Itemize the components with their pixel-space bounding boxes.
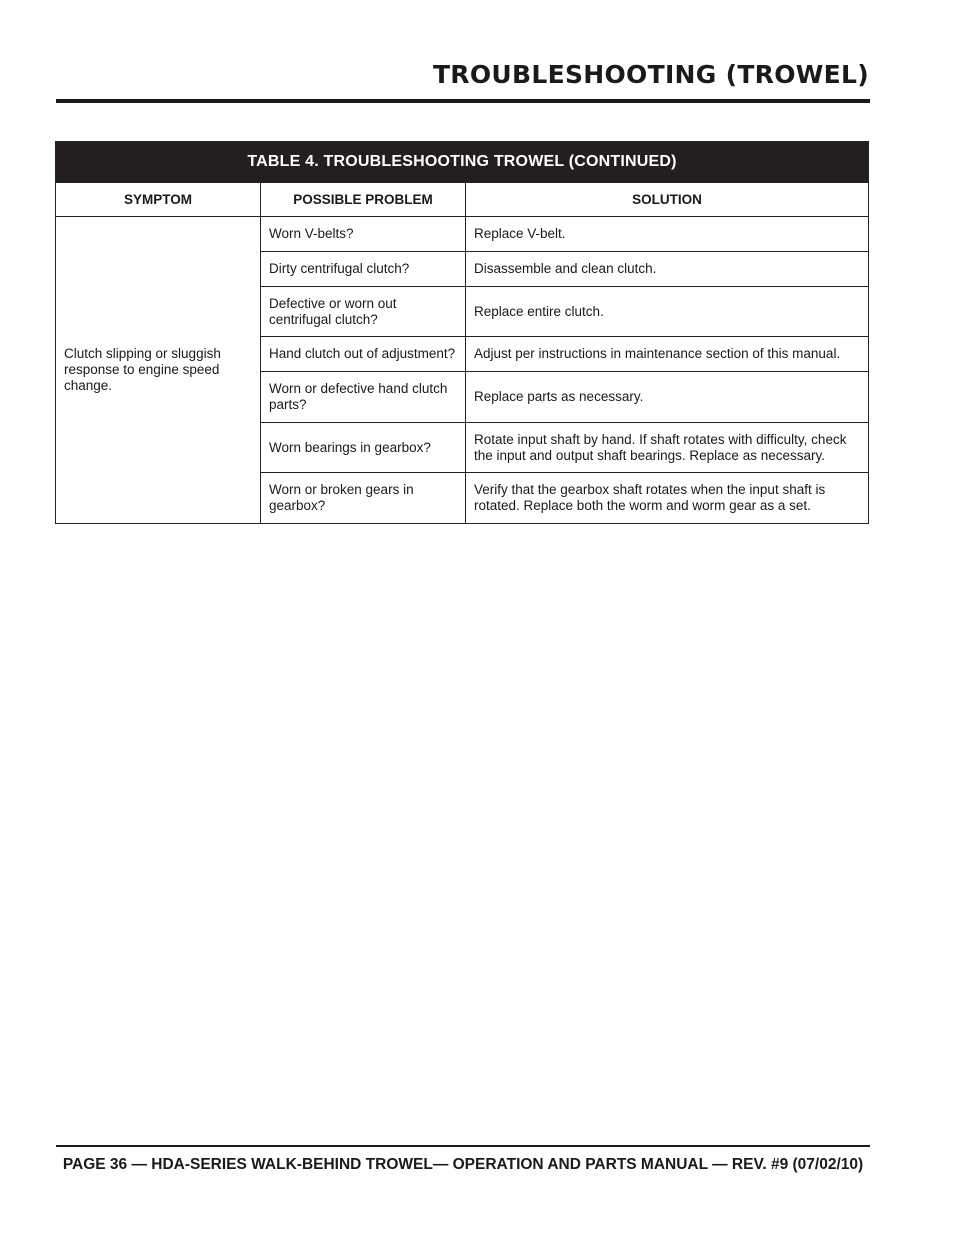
solution-cell: Replace V-belt. — [466, 217, 869, 252]
problem-cell: Dirty centrifugal clutch? — [261, 252, 466, 287]
symptom-cell: Clutch slipping or sluggish response to engine speed change. — [56, 217, 261, 524]
page-title: TROUBLESHOOTING (TROWEL) — [432, 60, 869, 89]
footer-divider — [56, 1145, 870, 1147]
problem-cell: Worn or broken gears in gearbox? — [261, 473, 466, 524]
solution-cell: Replace parts as necessary. — [466, 372, 869, 423]
page-footer: PAGE 36 — HDA-SERIES WALK-BEHIND TROWEL— OPERATION AND PARTS MANUAL — REV. #9 (07/02/10) — [62, 1156, 864, 1173]
column-header-symptom: SYMPTOM — [56, 183, 261, 217]
table-caption: TABLE 4. TROUBLESHOOTING TROWEL (CONTINUED) — [56, 142, 869, 183]
solution-cell: Verify that the gearbox shaft rotates when the input shaft is rotated. Replace both the worm and worm gear as a set. — [466, 473, 869, 524]
problem-cell: Worn bearings in gearbox? — [261, 423, 466, 473]
problem-cell: Defective or worn out centrifugal clutch? — [261, 287, 466, 337]
table-header-row — [56, 183, 869, 217]
problem-cell: Worn V-belts? — [261, 217, 466, 252]
solution-cell: Adjust per instructions in maintenance section of this manual. — [466, 337, 869, 372]
column-header-solution: SOLUTION — [466, 183, 869, 217]
table-row — [56, 217, 869, 252]
problem-cell: Hand clutch out of adjustment? — [261, 337, 466, 372]
solution-cell: Rotate input shaft by hand. If shaft rotates with difficulty, check the input and output shaft bearings. Replace as necessary. — [466, 423, 869, 473]
solution-cell: Replace entire clutch. — [466, 287, 869, 337]
column-header-possible-problem: POSSIBLE PROBLEM — [261, 183, 466, 217]
title-divider — [56, 99, 870, 103]
table-caption-row — [56, 142, 869, 183]
troubleshooting-table — [55, 141, 869, 524]
solution-cell: Disassemble and clean clutch. — [466, 252, 869, 287]
problem-cell: Worn or defective hand clutch parts? — [261, 372, 466, 423]
